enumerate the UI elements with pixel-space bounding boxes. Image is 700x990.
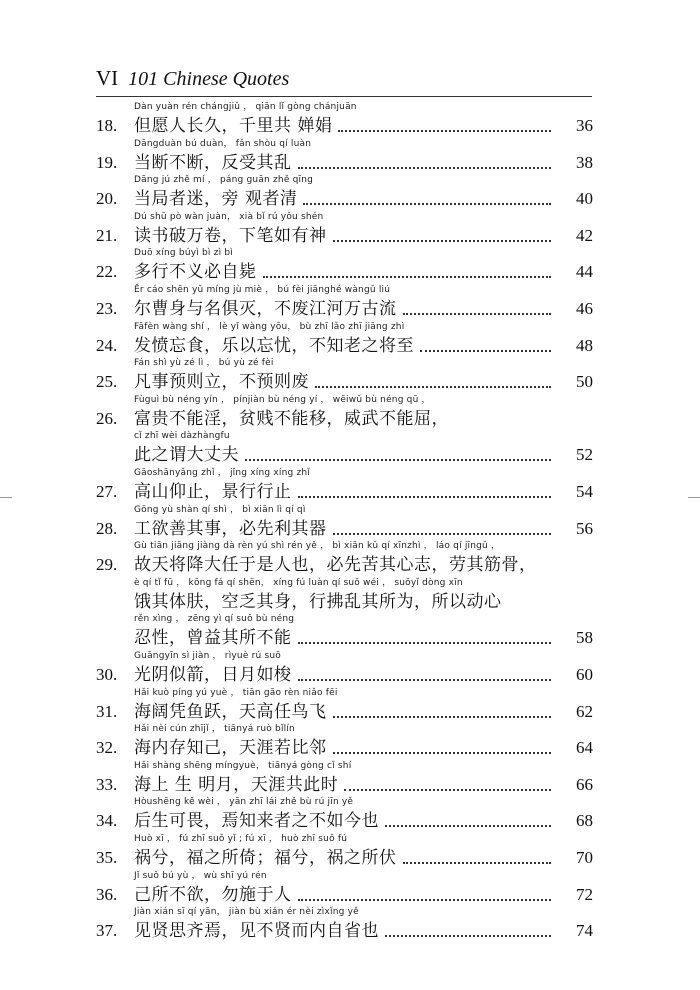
pinyin-annotation: Fāfèn wàng shí ， lè yǐ wàng yōu， bù zhī lǎo zhī jiāng zhì [134, 321, 405, 332]
pinyin-annotation: Fán shì yù zé lì ， bú yù zé fèi [134, 358, 274, 369]
page-number: 50 [576, 372, 593, 392]
toc-entry[interactable] [96, 248, 593, 285]
toc-line [96, 688, 593, 725]
toc-entry[interactable] [96, 907, 593, 944]
toc-line [96, 724, 593, 761]
page-number: 36 [576, 116, 593, 135]
dot-leader [315, 386, 551, 388]
page-number: 68 [576, 811, 593, 831]
dot-leader [333, 533, 552, 535]
entry-number: 33. [96, 774, 118, 794]
entry-number: 21. [96, 225, 118, 245]
toc-line [96, 285, 593, 322]
hanzi-row [134, 773, 557, 797]
dot-leader [298, 642, 552, 644]
toc-entry[interactable] [96, 395, 593, 468]
toc-line [96, 907, 593, 944]
toc-entry[interactable] [96, 322, 593, 359]
dot-leader [338, 130, 551, 132]
page-number: 58 [576, 628, 593, 648]
hanzi-row [134, 809, 557, 833]
entry-number: 23. [96, 299, 118, 318]
dot-leader [333, 240, 552, 242]
entry-number: 19. [96, 152, 118, 172]
page-roman-numeral: VI [96, 66, 119, 90]
dot-leader [298, 496, 552, 498]
toc-line [96, 505, 593, 542]
pinyin-annotation: Duō xíng búyì bì zì bì [134, 248, 233, 259]
page-number: 48 [576, 335, 593, 355]
quote-text: 多行不义必自毙 [134, 262, 257, 283]
page-number: 70 [576, 848, 593, 867]
pinyin-annotation: Guāngyīn sì jiàn ， rìyuè rú suō [134, 651, 281, 661]
toc-entry[interactable] [96, 102, 593, 139]
toc-line [96, 871, 593, 908]
toc-line [96, 797, 593, 834]
dot-leader [344, 789, 551, 791]
hanzi-row [134, 883, 557, 907]
dot-leader [420, 350, 551, 352]
pinyin-annotation: Gù tiān jiāng jiàng dà rèn yú shì rén yě ， bì xiān kǔ qí xīnzhì ， láo qí jīngǔ ， [134, 541, 501, 552]
toc-entry[interactable] [96, 797, 593, 834]
page-number: 54 [576, 482, 593, 501]
entry-number: 25. [96, 372, 118, 392]
pinyin-annotation: Gōng yù shàn qí shì ， bì xiān lì qí qì [134, 504, 306, 515]
page-number: 64 [576, 738, 593, 758]
dot-leader [245, 459, 551, 461]
hanzi-row [134, 334, 557, 358]
page-number: 46 [576, 299, 593, 318]
quote-text: 海上 生 明月，天涯共此时 [134, 774, 339, 795]
quote-text: 光阴似箭，日月如梭 [134, 665, 292, 685]
entry-number: 29. [96, 555, 118, 575]
entry-number: 22. [96, 262, 118, 282]
entry-number: 27. [96, 482, 118, 501]
pinyin-annotation: Fùguì bù néng yín ， pínjiàn bù néng yí ， wēiwǔ bù néng qū ， [134, 394, 431, 405]
entry-number: 24. [96, 335, 118, 355]
entry-number: 18. [96, 116, 118, 135]
pinyin-annotation: Hǎi nèi cún zhījǐ ， tiānyá ruò bǐlín [134, 724, 295, 735]
dot-leader [403, 862, 552, 864]
page-number: 74 [576, 921, 593, 941]
toc-line [96, 431, 593, 468]
quote-text: 当局者迷，旁 观者清 [134, 189, 298, 210]
hanzi-row [134, 224, 557, 248]
hanzi-row [134, 260, 557, 284]
pinyin-annotation: è qí tǐ fū ， kōng fá qí shēn， xíng fú luàn qí suǒ wéi ， suǒyǐ dòng xīn [134, 577, 463, 588]
pinyin-annotation: Gāoshānyǎng zhǐ ， jǐng xíng xíng zhǐ [134, 468, 310, 478]
page-number: 52 [576, 445, 593, 465]
toc-entry[interactable] [96, 651, 593, 688]
toc-line [96, 395, 593, 432]
pinyin-annotation: Ěr cáo shēn yǔ míng jù miè ， bú fèi jiānghé wàngǔ liú [134, 285, 391, 295]
toc-line [96, 212, 593, 249]
hanzi-row [134, 590, 557, 614]
toc-line [96, 139, 593, 176]
page-number: 44 [576, 262, 593, 282]
toc-line [96, 468, 593, 505]
pinyin-annotation: Hòushēng kě wèi ， yān zhī lái zhě bù rú jīn yě [134, 797, 354, 808]
toc-entry[interactable] [96, 505, 593, 542]
quote-text: 饿其体肤，空乏其身，行拂乱其所为，所以动心 [134, 591, 502, 612]
dot-leader [303, 203, 551, 205]
pinyin-annotation: Jiàn xián sī qí yān， jiàn bù xián ér nèi zìxǐng yě [134, 907, 359, 918]
quote-text: 祸兮，福之所倚；福兮，祸之所伏 [134, 848, 397, 868]
quote-text: 尔曹身与名俱灭，不废江河万古流 [134, 299, 397, 319]
hanzi-row [134, 736, 557, 760]
quote-text: 海阔凭鱼跃，天高任鸟飞 [134, 701, 327, 722]
pinyin-annotation: Huò xī ， fú zhī suǒ yǐ ; fú xī ， huò zhī suǒ fú [134, 834, 348, 844]
quote-text: 忍性，曾益其所不能 [134, 628, 292, 649]
quote-text: 己所不欲，勿施于人 [134, 884, 292, 905]
dot-leader [333, 716, 552, 718]
toc-entry[interactable] [96, 761, 593, 798]
page-number: 62 [576, 701, 593, 721]
entry-number: 34. [96, 811, 118, 831]
toc-entry[interactable] [96, 175, 593, 212]
toc-line [96, 102, 593, 139]
toc-entry[interactable] [96, 358, 593, 395]
dot-leader [298, 899, 552, 901]
toc-line [96, 322, 593, 359]
hanzi-row [134, 553, 557, 577]
hanzi-row [134, 846, 557, 870]
hanzi-row [134, 151, 557, 175]
toc-line [96, 541, 593, 578]
pinyin-annotation: Dāng jú zhě mí ， páng guān zhě qīng [134, 175, 314, 186]
dot-leader [298, 679, 552, 681]
hanzi-row [134, 370, 557, 394]
toc-line [96, 358, 593, 395]
quote-text: 海内存知己，天涯若比邻 [134, 738, 327, 759]
quote-text: 但愿人长久，千里共 婵娟 [134, 116, 333, 136]
pinyin-annotation: Jǐ suǒ bú yù ， wù shī yú rén [134, 870, 267, 881]
hanzi-row [134, 517, 557, 541]
entry-number: 37. [96, 921, 118, 941]
toc-entry[interactable] [96, 468, 593, 505]
entry-number: 32. [96, 738, 118, 758]
pinyin-annotation: Dāngduàn bú duàn， fǎn shòu qí luàn [134, 138, 312, 149]
page-number: 56 [576, 518, 593, 538]
page-number: 38 [576, 152, 593, 172]
hanzi-row [134, 187, 557, 211]
quote-text: 工欲善其事，必先利其器 [134, 518, 327, 539]
toc-entry[interactable] [96, 871, 593, 908]
dot-leader [385, 935, 551, 937]
entry-number: 26. [96, 408, 118, 428]
quote-text: 此之谓大丈夫 [134, 445, 239, 466]
dot-leader [263, 276, 552, 278]
pinyin-annotation: Dàn yuàn rén chángjiǔ ， qiān lǐ gòng chánjuān [134, 102, 357, 112]
quote-text: 读书破万卷，下笔如有神 [134, 225, 327, 246]
hanzi-row [134, 700, 557, 724]
pinyin-annotation: Hǎi shàng shēng míngyuè， tiānyá gòng cǐ shí [134, 760, 352, 771]
dot-leader [333, 752, 552, 754]
entry-number: 28. [96, 518, 118, 538]
quote-text: 当断不断，反受其乱 [134, 152, 292, 173]
page-number: 42 [576, 225, 593, 245]
pinyin-annotation: Hǎi kuò píng yú yuè ， tiān gāo rèn niǎo fēi [134, 687, 338, 698]
page-number: 60 [576, 665, 593, 684]
toc-entry[interactable] [96, 139, 593, 176]
hanzi-row [134, 626, 557, 650]
quote-text: 见贤思齐焉，见不贤而内自省也 [134, 921, 379, 942]
entry-number: 31. [96, 701, 118, 721]
book-title: 101 Chinese Quotes [128, 68, 290, 90]
quote-text: 富贵不能淫，贫贱不能移，威武不能屈， [134, 408, 449, 429]
hanzi-row [134, 443, 557, 467]
toc-line [96, 578, 593, 615]
pinyin-annotation: rěn xìng ， zēng yì qí suǒ bù néng [134, 614, 295, 625]
quote-text: 高山仰止，景行行止 [134, 482, 292, 502]
quote-text: 发愤忘食，乐以忘忧，不知老之将至 [134, 335, 414, 356]
quote-text: 凡事预则立，不预则废 [134, 372, 309, 393]
quote-text: 后生可畏，焉知来者之不如今也 [134, 811, 379, 832]
toc-entry[interactable] [96, 688, 593, 725]
hanzi-row [134, 480, 557, 504]
toc-line [96, 175, 593, 212]
quote-text: 故天将降大任于是人也，必先苦其心志，劳其筋骨， [134, 555, 537, 576]
toc-entry[interactable] [96, 834, 593, 871]
toc-line [96, 248, 593, 285]
page-number: 72 [576, 884, 593, 904]
hanzi-row [134, 407, 557, 431]
toc-entry[interactable] [96, 285, 593, 322]
pinyin-annotation: cǐ zhī wèi dàzhàngfu [134, 431, 230, 442]
page-number: 66 [576, 774, 593, 794]
pinyin-annotation: Dú shū pò wàn juàn， xià bǐ rú yǒu shén [134, 211, 324, 222]
toc-entry[interactable] [96, 724, 593, 761]
entry-number: 36. [96, 884, 118, 904]
toc-entry[interactable] [96, 212, 593, 249]
toc-line [96, 834, 593, 871]
toc-line [96, 614, 593, 651]
dot-leader [403, 313, 552, 315]
hanzi-row [134, 919, 557, 943]
entry-number: 35. [96, 848, 118, 867]
dot-leader [298, 167, 552, 169]
dot-leader [385, 825, 551, 827]
entry-number: 30. [96, 665, 118, 684]
toc-line [96, 651, 593, 688]
toc-line [96, 761, 593, 798]
toc-entry[interactable] [96, 541, 593, 651]
entry-number: 20. [96, 189, 118, 209]
page-number: 40 [576, 189, 593, 209]
hanzi-row [134, 663, 557, 687]
hanzi-row [134, 114, 557, 138]
hanzi-row [134, 297, 557, 321]
